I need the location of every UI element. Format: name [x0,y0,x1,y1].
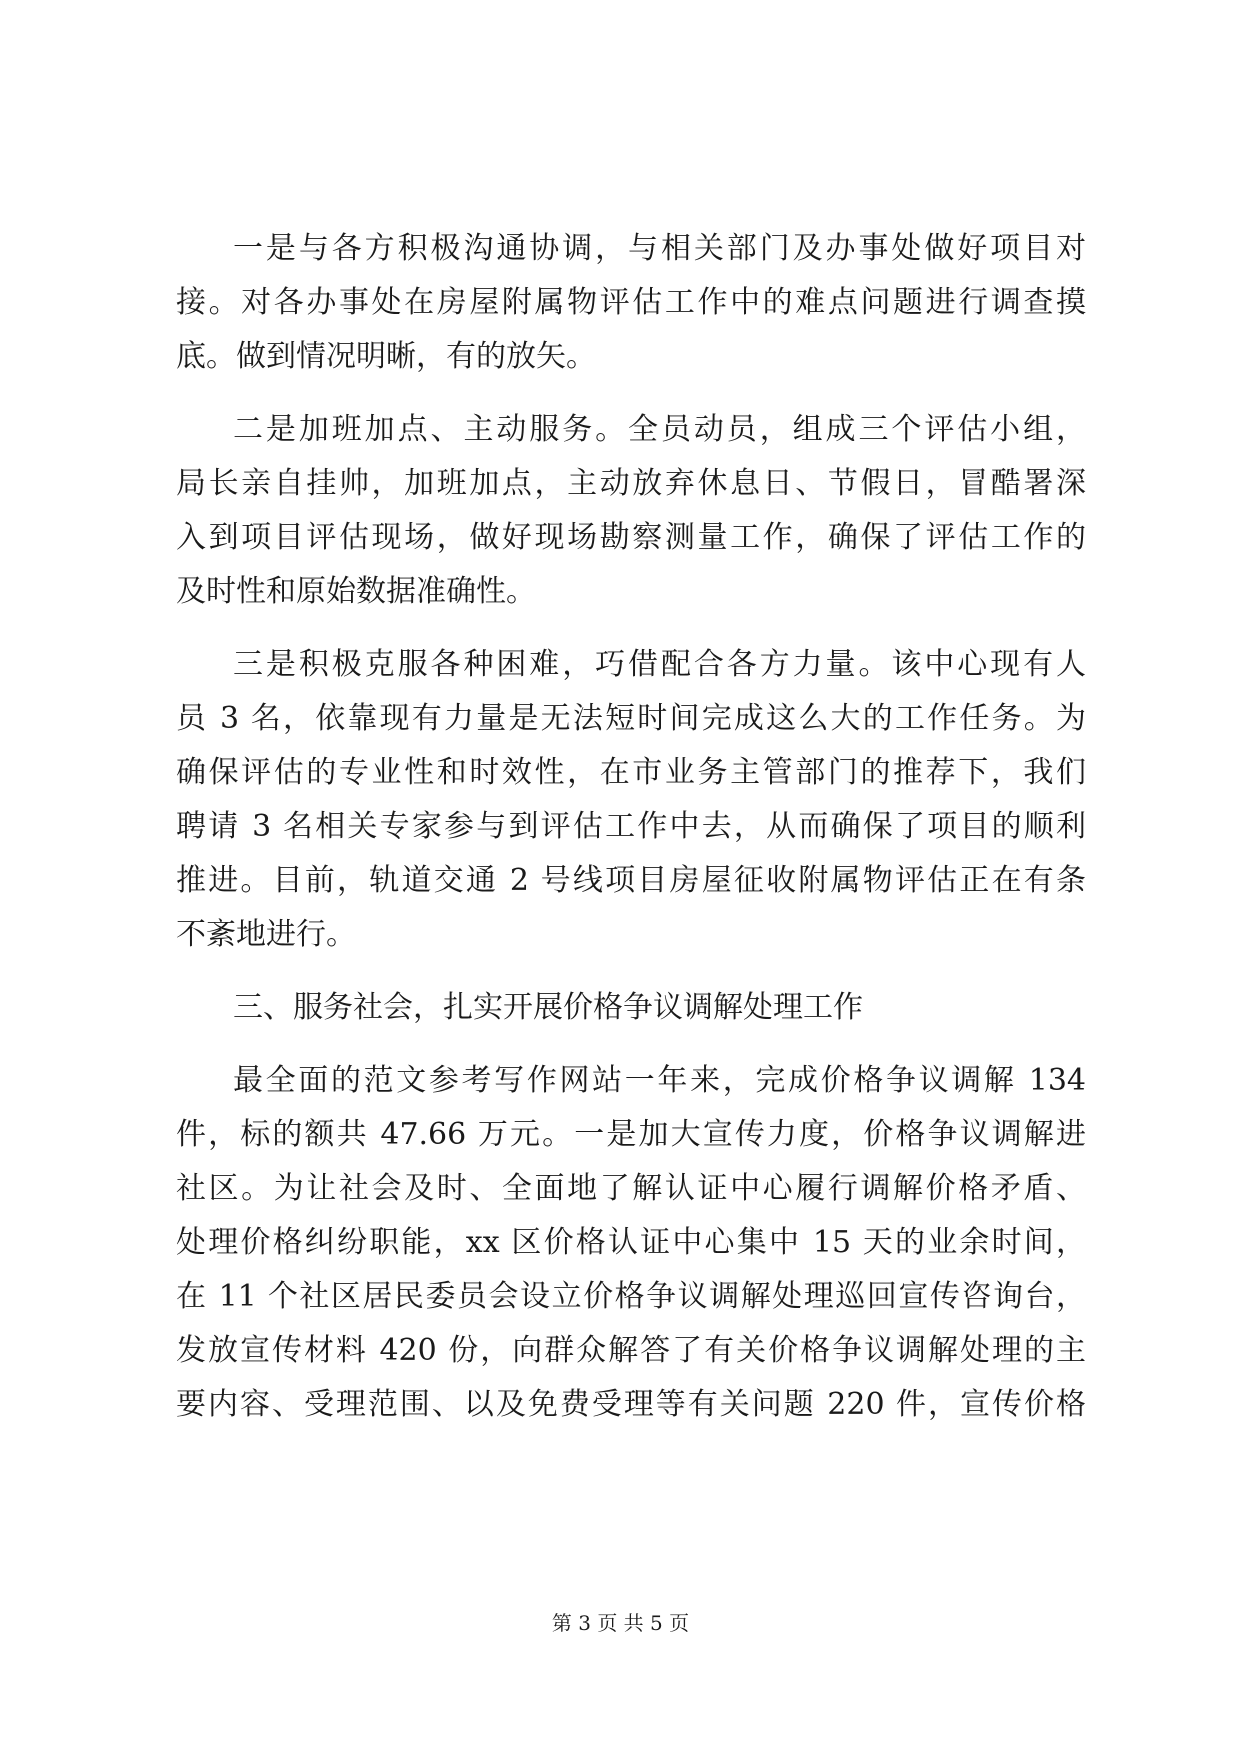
text-line: 不紊地进行。 [176,917,356,952]
text-line: 三、服务社会，扎实开展价格争议调解处理工作 [233,990,863,1025]
text-line: 入到项目评估现场，做好现场勘察测量工作，确保了评估工作的 [176,520,1086,555]
text-line: 在 11 个社区居民委员会设立价格争议调解处理巡回宣传咨询台， [176,1279,1086,1314]
text-line: 底。做到情况明晰，有的放矢。 [176,339,596,374]
text-line: 发放宣传材料 420 份，向群众解答了有关价格争议调解处理的主 [176,1333,1086,1368]
text-line: 及时性和原始数据准确性。 [176,574,536,609]
text-line: 接。对各办事处在房屋附属物评估工作中的难点问题进行调查摸 [176,285,1086,320]
page-footer: 第 3 页 共 5 页 [551,1611,690,1635]
text-line: 推进。目前，轨道交通 2 号线项目房屋征收附属物评估正在有条 [176,863,1086,898]
text-line: 社区。为让社会及时、全面地了解认证中心履行调解价格矛盾、 [176,1171,1086,1206]
text-line: 要内容、受理范围、以及免费受理等有关问题 220 件，宣传价格 [176,1387,1086,1422]
text-line: 一是与各方积极沟通协调，与相关部门及办事处做好项目对 [233,231,1086,266]
text-line: 员 3 名，依靠现有力量是无法短时间完成这么大的工作任务。为 [176,701,1086,736]
text-line: 件，标的额共 47.66 万元。一是加大宣传力度，价格争议调解进 [176,1117,1086,1152]
text-line: 局长亲自挂帅，加班加点，主动放弃休息日、节假日，冒酷署深 [176,466,1086,501]
text-line: 最全面的范文参考写作网站一年来，完成价格争议调解 134 [233,1063,1086,1098]
text-line: 三是积极克服各种困难，巧借配合各方力量。该中心现有人 [233,647,1086,682]
text-line: 确保评估的专业性和时效性，在市业务主管部门的推荐下，我们 [176,755,1086,790]
text-line: 聘请 3 名相关专家参与到评估工作中去，从而确保了项目的顺利 [176,809,1086,844]
text-line: 二是加班加点、主动服务。全员动员，组成三个评估小组， [233,412,1086,447]
text-line: 处理价格纠纷职能，xx 区价格认证中心集中 15 天的业余时间， [176,1225,1086,1260]
